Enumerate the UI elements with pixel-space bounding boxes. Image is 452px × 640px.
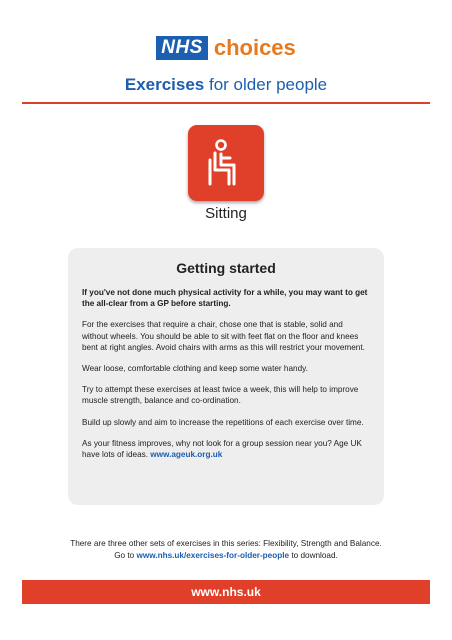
card-paragraph-frequency: Try to attempt these exercises at least twice a week, this will help to improve muscle strength, balance and co-ordination. — [82, 385, 359, 406]
footer-download-line — [0, 550, 452, 562]
ageuk-link[interactable]: www.ageuk.org.uk — [150, 450, 223, 460]
section-label: Sitting — [205, 205, 247, 222]
nhs-url-bar[interactable]: www.nhs.uk — [22, 580, 430, 604]
page-title-bold: Exercises — [124, 75, 205, 94]
card-lead-paragraph: If you've not done much physical activity for a while, you may want to get the all-clear from a GP before starting. — [82, 288, 368, 309]
card-group-text: As your fitness improves, why not look for a group session near you? Age UK have lots of ideas. — [82, 438, 362, 460]
nhs-choices-logo — [0, 36, 452, 60]
header-divider — [22, 102, 430, 104]
getting-started-card — [68, 248, 384, 505]
choices-logo-text: choices — [213, 35, 296, 60]
card-paragraph-group — [82, 438, 370, 460]
footer-go-to: Go to — [114, 551, 135, 560]
card-paragraph-clothing: Wear loose, comfortable clothing and keep some water handy. — [82, 364, 308, 374]
page-title-rest: for older people — [204, 75, 328, 94]
card-heading: Getting started — [176, 260, 276, 276]
page-title — [0, 75, 452, 95]
footer-to-download: to download. — [291, 551, 338, 560]
card-paragraph-build-up: Build up slowly and aim to increase the repetitions of each exercise over time. — [82, 417, 364, 427]
nhs-logo-box: NHS — [156, 36, 208, 60]
sitting-person-icon — [204, 138, 248, 188]
card-paragraph-chair: For the exercises that require a chair, chose one that is stable, solid and without wheels. You should be able to sit with feet flat on the floor and knees bent at right angles. Avoid chairs with arms as this will restrict your movement. — [82, 320, 365, 352]
footer-note — [0, 538, 452, 562]
footer-series-line: There are three other sets of exercises in this series: Flexibility, Strength and Balance. — [70, 539, 382, 548]
sitting-tile — [188, 125, 264, 201]
exercises-download-link[interactable]: www.nhs.uk/exercises-for-older-people — [136, 551, 290, 560]
